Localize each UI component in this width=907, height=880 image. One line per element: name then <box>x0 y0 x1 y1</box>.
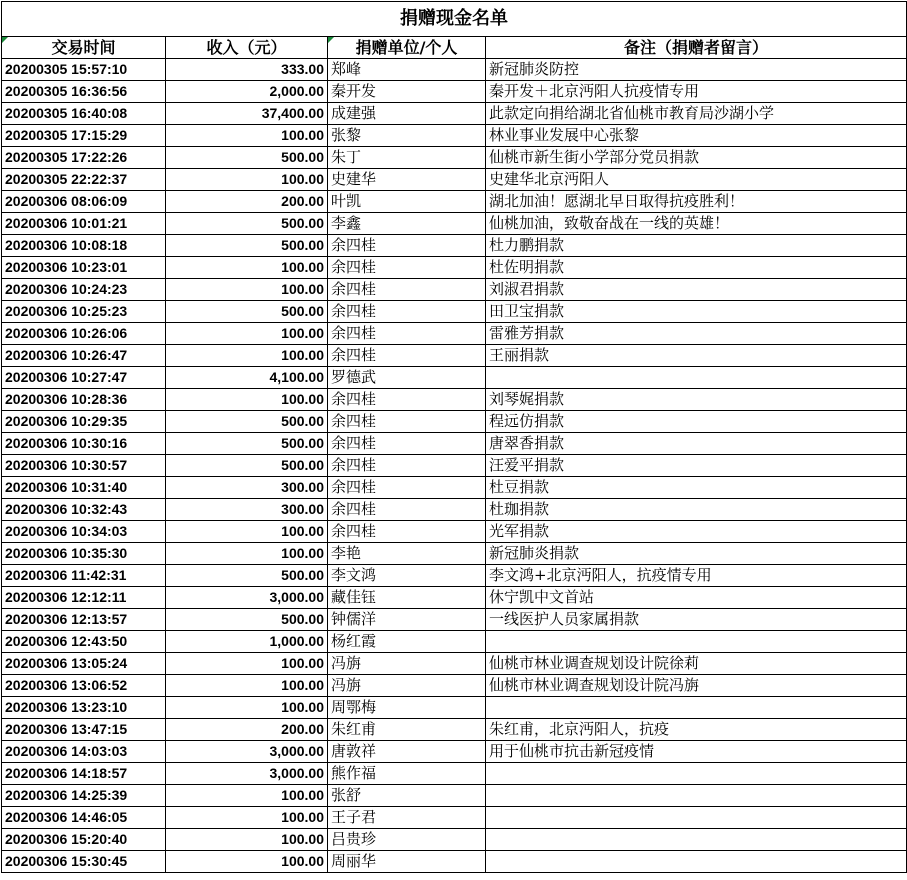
cell-amount[interactable]: 300.00 <box>166 477 328 499</box>
cell-time[interactable]: 20200306 10:25:23 <box>2 301 166 323</box>
table-row <box>2 587 907 609</box>
cell-amount[interactable]: 2,000.00 <box>166 81 328 103</box>
cell-amount[interactable]: 500.00 <box>166 609 328 631</box>
cell-time[interactable]: 20200306 08:06:09 <box>2 191 166 213</box>
cell-time[interactable]: 20200306 10:32:43 <box>2 499 166 521</box>
cell-donor[interactable]: 吕贵珍 <box>328 829 486 851</box>
header-time[interactable] <box>2 37 166 59</box>
table-row <box>2 323 907 345</box>
table-row <box>2 257 907 279</box>
cell-note[interactable] <box>486 631 907 653</box>
cell-amount[interactable]: 100.00 <box>166 345 328 367</box>
cell-amount[interactable]: 100.00 <box>166 543 328 565</box>
cell-note[interactable]: 湖北加油！愿湖北早日取得抗疫胜利！ <box>486 191 907 213</box>
cell-amount[interactable]: 100.00 <box>166 675 328 697</box>
cell-donor[interactable]: 成建强 <box>328 103 486 125</box>
cell-note[interactable] <box>486 763 907 785</box>
cell-donor[interactable]: 王子君 <box>328 807 486 829</box>
cell-note[interactable] <box>486 785 907 807</box>
cell-donor[interactable]: 余四桂 <box>328 345 486 367</box>
table-row <box>2 807 907 829</box>
table-row <box>2 675 907 697</box>
cell-donor[interactable]: 朱丁 <box>328 147 486 169</box>
cell-donor[interactable]: 郑峰 <box>328 59 486 81</box>
table-row <box>2 169 907 191</box>
cell-time[interactable]: 20200305 15:57:10 <box>2 59 166 81</box>
header-time-label: 交易时间 <box>51 38 116 57</box>
table-row <box>2 367 907 389</box>
table-row <box>2 213 907 235</box>
cell-amount[interactable]: 3,000.00 <box>166 763 328 785</box>
cell-time[interactable]: 20200306 10:08:18 <box>2 235 166 257</box>
cell-note[interactable]: 新冠肺炎防控 <box>486 59 907 81</box>
cell-time[interactable]: 20200306 10:31:40 <box>2 477 166 499</box>
table-row <box>2 81 907 103</box>
table-row <box>2 785 907 807</box>
cell-amount[interactable]: 500.00 <box>166 235 328 257</box>
cell-donor[interactable]: 朱红甫 <box>328 719 486 741</box>
cell-amount[interactable]: 1,000.00 <box>166 631 328 653</box>
cell-amount[interactable]: 100.00 <box>166 851 328 873</box>
cell-time[interactable]: 20200306 10:27:47 <box>2 367 166 389</box>
cell-time[interactable]: 20200306 10:29:35 <box>2 411 166 433</box>
cell-time[interactable]: 20200306 10:01:21 <box>2 213 166 235</box>
cell-donor[interactable]: 余四桂 <box>328 279 486 301</box>
cell-donor[interactable]: 余四桂 <box>328 235 486 257</box>
cell-time[interactable]: 20200306 10:28:36 <box>2 389 166 411</box>
table-row <box>2 653 907 675</box>
cell-time[interactable]: 20200306 10:34:03 <box>2 521 166 543</box>
cell-note[interactable]: 杜力鹏捐款 <box>486 235 907 257</box>
cell-amount[interactable]: 3,000.00 <box>166 587 328 609</box>
cell-donor[interactable]: 周鄂梅 <box>328 697 486 719</box>
cell-donor[interactable]: 余四桂 <box>328 389 486 411</box>
cell-amount[interactable]: 4,100.00 <box>166 367 328 389</box>
cell-amount[interactable]: 100.00 <box>166 389 328 411</box>
cell-time[interactable]: 20200306 15:30:45 <box>2 851 166 873</box>
cell-amount[interactable]: 500.00 <box>166 433 328 455</box>
cell-note[interactable]: 史建华北京沔阳人 <box>486 169 907 191</box>
cell-time[interactable]: 20200306 11:42:31 <box>2 565 166 587</box>
cell-note[interactable] <box>486 367 907 389</box>
cell-time[interactable]: 20200306 13:23:10 <box>2 697 166 719</box>
cell-time[interactable]: 20200305 16:40:08 <box>2 103 166 125</box>
cell-donor[interactable]: 余四桂 <box>328 301 486 323</box>
table-row <box>2 499 907 521</box>
table-row <box>2 411 907 433</box>
table-row <box>2 565 907 587</box>
cell-time[interactable]: 20200305 22:22:37 <box>2 169 166 191</box>
table-row <box>2 829 907 851</box>
table-row <box>2 191 907 213</box>
cell-time[interactable]: 20200306 14:46:05 <box>2 807 166 829</box>
cell-amount[interactable]: 100.00 <box>166 521 328 543</box>
cell-note[interactable]: 仙桃市新生街小学部分党员捐款 <box>486 147 907 169</box>
cell-note[interactable]: 秦开发＋北京沔阳人抗疫情专用 <box>486 81 907 103</box>
table-row <box>2 609 907 631</box>
cell-note[interactable]: 用于仙桃市抗击新冠疫情 <box>486 741 907 763</box>
cell-donor[interactable]: 余四桂 <box>328 411 486 433</box>
header-donor-label: 捐赠单位/个人 <box>355 38 458 57</box>
cell-amount[interactable]: 200.00 <box>166 719 328 741</box>
cell-donor[interactable]: 余四桂 <box>328 499 486 521</box>
cell-note[interactable] <box>486 807 907 829</box>
cell-note[interactable]: 仙桃加油，致敬奋战在一线的英雄！ <box>486 213 907 235</box>
cell-note[interactable]: 林业事业发展中心张黎 <box>486 125 907 147</box>
table-row <box>2 433 907 455</box>
cell-donor[interactable]: 熊作福 <box>328 763 486 785</box>
cell-note[interactable]: 刘淑君捐款 <box>486 279 907 301</box>
cell-note[interactable]: 休宁凯中文首站 <box>486 587 907 609</box>
cell-donor[interactable]: 余四桂 <box>328 257 486 279</box>
cell-time[interactable]: 20200306 14:03:03 <box>2 741 166 763</box>
cell-note[interactable]: 新冠肺炎捐款 <box>486 543 907 565</box>
table-row <box>2 741 907 763</box>
table-row <box>2 521 907 543</box>
cell-note[interactable]: 雷雅芳捐款 <box>486 323 907 345</box>
cell-donor[interactable]: 钟儒洋 <box>328 609 486 631</box>
cell-amount[interactable]: 3,000.00 <box>166 741 328 763</box>
table-row <box>2 719 907 741</box>
cell-marker-icon <box>328 37 334 43</box>
cell-time[interactable]: 20200306 10:30:57 <box>2 455 166 477</box>
cell-time[interactable]: 20200306 10:23:01 <box>2 257 166 279</box>
cell-time[interactable]: 20200306 10:26:47 <box>2 345 166 367</box>
sheet-title[interactable]: 捐赠现金名单 <box>2 2 907 37</box>
cell-donor[interactable]: 杨红霞 <box>328 631 486 653</box>
cell-donor[interactable]: 罗德武 <box>328 367 486 389</box>
table-row <box>2 301 907 323</box>
donation-table <box>1 1 907 873</box>
cell-note[interactable]: 王丽捐款 <box>486 345 907 367</box>
cell-donor[interactable]: 张黎 <box>328 125 486 147</box>
cell-amount[interactable]: 100.00 <box>166 169 328 191</box>
cell-donor[interactable]: 李鑫 <box>328 213 486 235</box>
cell-amount[interactable]: 500.00 <box>166 411 328 433</box>
cell-note[interactable]: 此款定向捐给湖北省仙桃市教育局沙湖小学 <box>486 103 907 125</box>
cell-time[interactable]: 20200306 10:30:16 <box>2 433 166 455</box>
cell-donor[interactable]: 周丽华 <box>328 851 486 873</box>
cell-donor[interactable]: 秦开发 <box>328 81 486 103</box>
header-donor[interactable] <box>328 37 486 59</box>
cell-amount[interactable]: 500.00 <box>166 565 328 587</box>
cell-amount[interactable]: 100.00 <box>166 125 328 147</box>
table-row <box>2 851 907 873</box>
table-row <box>2 147 907 169</box>
cell-note[interactable]: 仙桃市林业调查规划设计院冯旃 <box>486 675 907 697</box>
header-row <box>2 37 907 59</box>
cell-amount[interactable]: 100.00 <box>166 257 328 279</box>
cell-note[interactable]: 仙桃市林业调查规划设计院徐莉 <box>486 653 907 675</box>
cell-note[interactable]: 杜珈捐款 <box>486 499 907 521</box>
cell-time[interactable]: 20200306 10:26:06 <box>2 323 166 345</box>
cell-note[interactable] <box>486 851 907 873</box>
cell-time[interactable]: 20200306 15:20:40 <box>2 829 166 851</box>
table-row <box>2 455 907 477</box>
cell-note[interactable]: 李文鸿+北京沔阳人，抗疫情专用 <box>486 565 907 587</box>
cell-amount[interactable]: 500.00 <box>166 213 328 235</box>
cell-time[interactable]: 20200306 12:43:50 <box>2 631 166 653</box>
table-row <box>2 763 907 785</box>
cell-time[interactable]: 20200306 14:18:57 <box>2 763 166 785</box>
cell-donor[interactable]: 李艳 <box>328 543 486 565</box>
table-row <box>2 345 907 367</box>
cell-amount[interactable]: 100.00 <box>166 323 328 345</box>
cell-amount[interactable]: 200.00 <box>166 191 328 213</box>
cell-note[interactable] <box>486 697 907 719</box>
cell-donor[interactable]: 冯旃 <box>328 675 486 697</box>
cell-time[interactable]: 20200305 17:22:26 <box>2 147 166 169</box>
cell-time[interactable]: 20200306 13:47:15 <box>2 719 166 741</box>
cell-donor[interactable]: 余四桂 <box>328 455 486 477</box>
header-amount[interactable] <box>166 37 328 59</box>
cell-amount[interactable]: 500.00 <box>166 301 328 323</box>
cell-amount[interactable]: 37,400.00 <box>166 103 328 125</box>
table-row <box>2 279 907 301</box>
cell-amount[interactable]: 100.00 <box>166 279 328 301</box>
cell-amount[interactable]: 100.00 <box>166 829 328 851</box>
table-row <box>2 543 907 565</box>
table-row <box>2 235 907 257</box>
cell-note[interactable]: 汪爱平捐款 <box>486 455 907 477</box>
header-note-label: 备注（捐赠者留言） <box>623 38 768 57</box>
cell-donor[interactable]: 余四桂 <box>328 477 486 499</box>
cell-amount[interactable]: 333.00 <box>166 59 328 81</box>
cell-time[interactable]: 20200306 12:13:57 <box>2 609 166 631</box>
cell-time[interactable]: 20200306 13:05:24 <box>2 653 166 675</box>
cell-donor[interactable]: 余四桂 <box>328 521 486 543</box>
table-row <box>2 697 907 719</box>
cell-note[interactable]: 杜豆捐款 <box>486 477 907 499</box>
cell-time[interactable]: 20200306 13:06:52 <box>2 675 166 697</box>
cell-note[interactable]: 一线医护人员家属捐款 <box>486 609 907 631</box>
cell-donor[interactable]: 李文鸿 <box>328 565 486 587</box>
table-row <box>2 389 907 411</box>
header-note[interactable] <box>486 37 907 59</box>
cell-time[interactable]: 20200306 12:12:11 <box>2 587 166 609</box>
cell-donor[interactable]: 余四桂 <box>328 433 486 455</box>
cell-note[interactable]: 刘琴娓捐款 <box>486 389 907 411</box>
cell-note[interactable]: 程远仿捐款 <box>486 411 907 433</box>
cell-note[interactable]: 光军捐款 <box>486 521 907 543</box>
cell-donor[interactable]: 冯旃 <box>328 653 486 675</box>
cell-donor[interactable]: 张舒 <box>328 785 486 807</box>
cell-amount[interactable]: 300.00 <box>166 499 328 521</box>
cell-donor[interactable]: 唐敦祥 <box>328 741 486 763</box>
cell-note[interactable]: 唐翠香捐款 <box>486 433 907 455</box>
cell-time[interactable]: 20200306 10:35:30 <box>2 543 166 565</box>
cell-time[interactable]: 20200305 17:15:29 <box>2 125 166 147</box>
header-amount-label: 收入（元） <box>206 38 287 57</box>
cell-donor[interactable]: 叶凯 <box>328 191 486 213</box>
table-row <box>2 477 907 499</box>
table-row <box>2 59 907 81</box>
table-body <box>2 59 907 873</box>
cell-time[interactable]: 20200306 10:24:23 <box>2 279 166 301</box>
table-row <box>2 125 907 147</box>
table-row <box>2 103 907 125</box>
cell-donor[interactable]: 余四桂 <box>328 323 486 345</box>
cell-marker-icon <box>2 37 8 43</box>
cell-donor[interactable]: 史建华 <box>328 169 486 191</box>
title-row <box>2 2 907 37</box>
cell-time[interactable]: 20200305 16:36:56 <box>2 81 166 103</box>
cell-amount[interactable]: 500.00 <box>166 455 328 477</box>
cell-note[interactable]: 朱红甫，北京沔阳人，抗疫 <box>486 719 907 741</box>
cell-note[interactable]: 田卫宝捐款 <box>486 301 907 323</box>
cell-amount[interactable]: 100.00 <box>166 653 328 675</box>
cell-amount[interactable]: 100.00 <box>166 697 328 719</box>
cell-time[interactable]: 20200306 14:25:39 <box>2 785 166 807</box>
cell-amount[interactable]: 100.00 <box>166 807 328 829</box>
cell-note[interactable] <box>486 829 907 851</box>
cell-note[interactable]: 杜佐明捐款 <box>486 257 907 279</box>
cell-amount[interactable]: 500.00 <box>166 147 328 169</box>
cell-amount[interactable]: 100.00 <box>166 785 328 807</box>
cell-donor[interactable]: 藏佳钰 <box>328 587 486 609</box>
table-row <box>2 631 907 653</box>
